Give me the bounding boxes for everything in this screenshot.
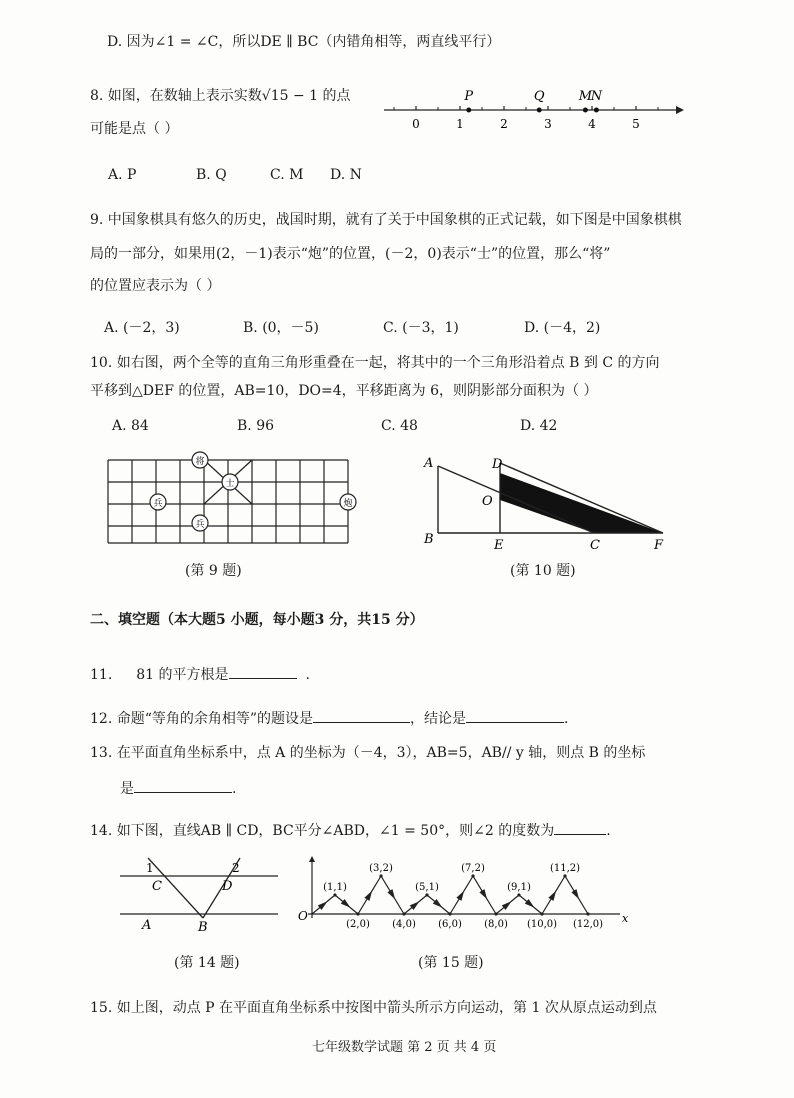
q14-label-1: 1 (146, 861, 154, 875)
point-P (466, 108, 471, 113)
q8-option-c: C. M (270, 167, 304, 183)
q11-text: 81 的平方根是 (136, 667, 229, 683)
q11-answer-blank[interactable] (229, 664, 297, 679)
point-label: (6,0) (438, 919, 462, 930)
piece-shi (222, 474, 238, 490)
label-c: C (590, 538, 600, 553)
svg-text:士: 士 (225, 479, 235, 489)
q13-line2 (120, 778, 236, 798)
q10-option-d: D. 42 (520, 418, 558, 434)
path-point (586, 912, 589, 915)
y-axis-arrow (309, 856, 315, 862)
path-arrow (571, 889, 579, 899)
q14-figure (118, 856, 288, 936)
point-label: (1,1) (323, 882, 347, 893)
point-label: (8,0) (484, 919, 508, 930)
piece-bing-left (150, 494, 166, 510)
path-arrow (548, 891, 556, 901)
point-label: (7,2) (461, 863, 485, 874)
path-arrow (456, 891, 464, 901)
point-label: (2,0) (346, 919, 370, 930)
q9-stem-line2: 局的一部分，如果用(2，－1)表示“炮”的位置，(－2，0)表示“士”的位置，那么“将” (90, 246, 611, 262)
q14-label-a: A (142, 918, 152, 933)
point-label-Q: Q (533, 89, 545, 104)
q14-label-d: D (222, 879, 233, 894)
point-Q (537, 108, 542, 113)
svg-text:兵: 兵 (195, 520, 205, 530)
q12-conclusion-blank[interactable] (466, 708, 564, 723)
q10-triangle-figure (420, 455, 670, 553)
q14-answer-blank[interactable] (554, 820, 606, 835)
q13-line2-text: 是 (120, 781, 134, 797)
q12-text1: 12. 命题“等角的余角相等”的题设是 (90, 711, 314, 727)
q11-end: . (305, 667, 310, 683)
label-a: A (424, 456, 434, 471)
label-e: E (494, 538, 504, 553)
point-label-P: P (464, 89, 474, 104)
origin-label: O (298, 909, 308, 923)
q8-number-line (380, 80, 690, 140)
q9-option-b: B. (0，－5) (243, 320, 319, 336)
q14 (90, 820, 611, 840)
x-axis-label: x (622, 912, 629, 925)
q9-option-c: C. (－3，1) (383, 320, 459, 336)
q9-stem-line3: 的位置应表示为（ ） (90, 278, 221, 294)
q9-option-a: A. (－2，3) (104, 320, 180, 336)
point-label-M: M (578, 89, 593, 104)
point-label: (10,0) (526, 919, 558, 930)
point-label: (4,0) (392, 919, 416, 930)
q14-end: . (606, 823, 611, 839)
piece-bing-bottom (192, 515, 208, 531)
q9-option-d: D. (－4，2) (524, 320, 601, 336)
q10-stem-line1: 10. 如右图，两个全等的直角三角形重叠在一起，将其中的一个三角形沿着点 B 到 C 的方向 (90, 355, 660, 371)
path-arrow (479, 889, 487, 899)
q13-line1: 13. 在平面直角坐标系中，点 A 的坐标为（－4，3），AB=5，AB// y 轴，则点 B 的坐标 (90, 745, 646, 761)
q12-end: . (564, 711, 569, 727)
q9-stem-line1: 9. 中国象棋具有悠久的历史，战国时期，就有了关于中国象棋的正式记载，如下图是中国象棋棋 (90, 212, 682, 228)
q8-option-a: A. P (108, 167, 137, 183)
q14-label-2: 2 (232, 861, 240, 875)
piece-pao (340, 494, 356, 510)
point-label: (3,2) (369, 863, 393, 874)
tick-label-2: 2 (500, 117, 508, 131)
q8-stem-line1: 8. 如图，在数轴上表示实数√15 − 1 的点 (90, 88, 351, 104)
q10-option-b: B. 96 (237, 418, 275, 434)
path-arrow (387, 889, 395, 899)
q8-stem-line2: 可能是点（ ） (90, 121, 179, 137)
q13-answer-blank[interactable] (134, 778, 232, 793)
q13-end: . (232, 781, 237, 797)
label-d: D (492, 457, 503, 472)
q12 (90, 708, 568, 728)
tick-label-3: 3 (544, 117, 552, 131)
point-label: (5,1) (415, 882, 439, 893)
label-b: B (424, 532, 434, 547)
q15-stem: 15. 如上图，动点 P 在平面直角坐标系中按图中箭头所示方向运动，第 1 次从原点运动到点 (90, 1000, 657, 1016)
board-grid (108, 460, 348, 543)
q12-text2: ，结论是 (410, 711, 467, 727)
page-footer: 七年级数学试题 第 2 页 共 4 页 (312, 1040, 497, 1055)
q9-caption: (第 9 题) (185, 563, 242, 579)
point-label-N: N (590, 89, 603, 104)
number-line-arrow (676, 106, 684, 114)
q8-option-b: B. Q (196, 167, 227, 183)
q9-chessboard-figure (108, 452, 358, 547)
svg-text:将: 将 (195, 457, 205, 467)
point-N (594, 108, 599, 113)
q10-option-a: A. 84 (112, 418, 149, 434)
point-label: (9,1) (507, 882, 531, 893)
tick-label-1: 1 (456, 117, 464, 131)
svg-text:兵: 兵 (153, 499, 163, 509)
q15-figure (290, 856, 630, 936)
q14-label-c: C (152, 879, 162, 894)
q8-option-d: D. N (330, 167, 362, 183)
svg-text:炮: 炮 (343, 499, 353, 509)
tick-label-4: 4 (588, 117, 596, 131)
path-arrow (364, 891, 372, 901)
q7-option-d: D. 因为∠1 = ∠C，所以DE ∥ BC（内错角相等，两直线平行） (107, 34, 501, 50)
q10-stem-line2: 平移到△DEF 的位置，AB=10，DO=4，平移距离为 6，则阴影部分面积为（ ） (90, 383, 598, 399)
q11 (90, 664, 310, 684)
section2-title: 二、填空题（本大题5 小题，每小题3 分，共15 分） (90, 612, 424, 628)
q15-caption: (第 15 题) (418, 955, 484, 971)
q12-hypothesis-blank[interactable] (313, 708, 410, 723)
tick-label-0: 0 (412, 117, 420, 131)
q10-caption: (第 10 题) (510, 563, 576, 579)
q14-label-b: B (198, 920, 208, 935)
tick-label-5: 5 (632, 117, 640, 131)
q10-option-c: C. 48 (381, 418, 418, 434)
q14-text: 14. 如下图，直线AB ∥ CD，BC平分∠ABD，∠1 = 50°，则∠2 的度数为 (90, 823, 555, 839)
q11-number: 11. (90, 667, 113, 683)
piece-jiang (192, 452, 208, 468)
point-label: (11,2) (549, 863, 581, 874)
label-o: O (482, 494, 493, 509)
point-M (583, 108, 588, 113)
label-f: F (654, 538, 664, 553)
q14-caption: (第 14 题) (174, 955, 240, 971)
point-label: (12,0) (572, 919, 604, 930)
